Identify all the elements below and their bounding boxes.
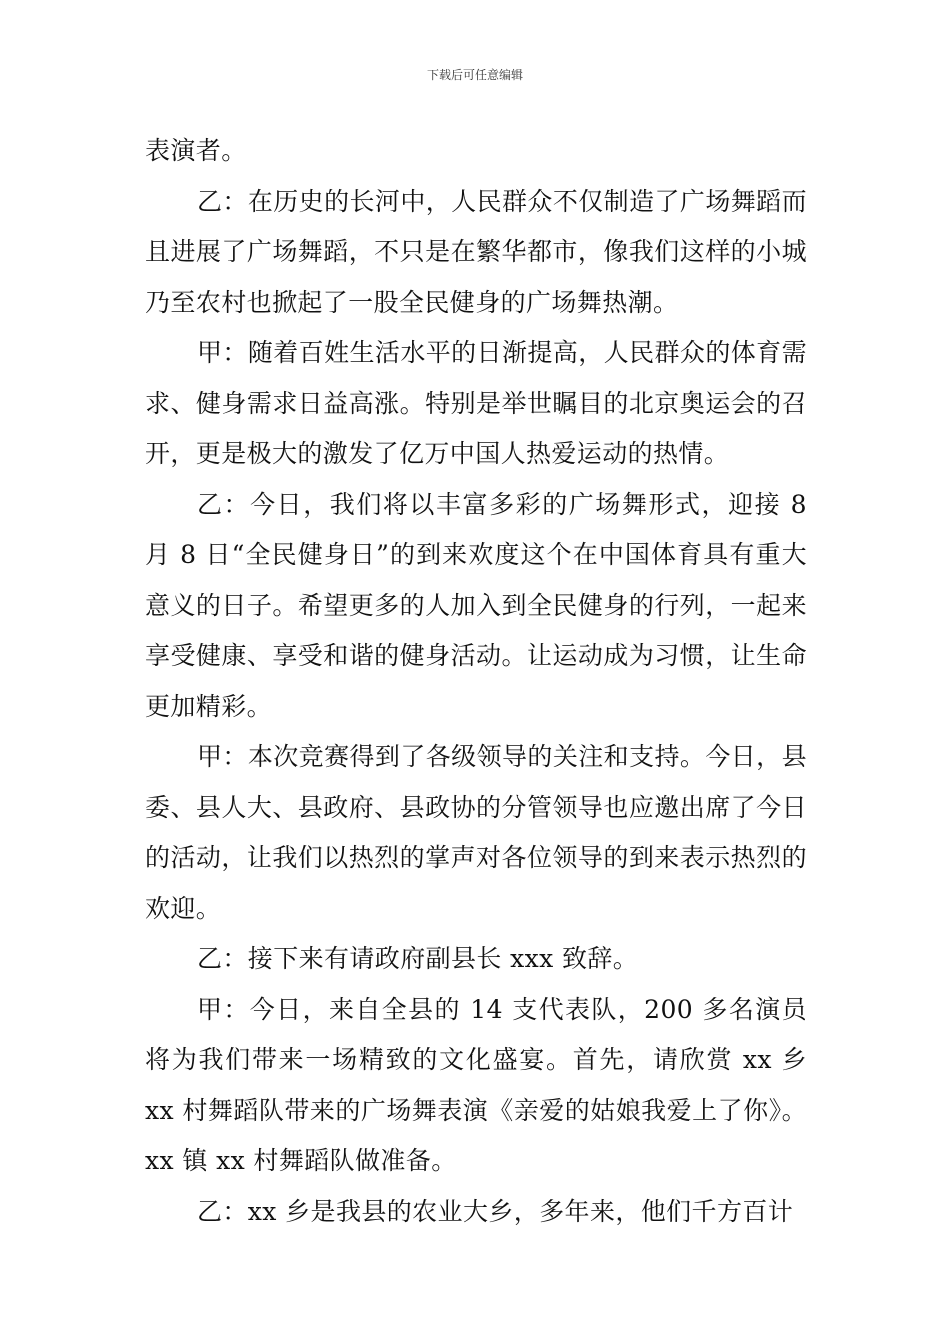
paragraph: 甲：本次竞赛得到了各级领导的关注和支持。今日，县委、县人大、县政府、县政协的分管领导也应邀出席了今日的活动，让我们以热烈的掌声对各位领导的到来表示热烈的欢迎。 [145, 742, 807, 923]
paragraph: 表演者。 [145, 136, 247, 165]
paragraph: 乙：今日，我们将以丰富多彩的广场舞形式，迎接 8 月 8 日“全民健身日”的到来欢度这个在中国体育具有重大意义的日子。希望更多的人加入到全民健身的行列，一起来享受健康、享受和谐的健身活动。让运动成为习惯，让生命更加精彩。 [145, 489, 807, 721]
paragraph: 甲：今日，来自全县的 14 支代表队，200 多名演员将为我们带来一场精致的文化盛宴。首先，请欣赏 xx 乡 xx 村舞蹈队带来的广场舞表演《亲爱的姑娘我爱上了你》。xx 镇 xx 村舞蹈队做准备。 [145, 994, 807, 1175]
paragraph: 甲：随着百姓生活水平的日渐提高，人民群众的体育需求、健身需求日益高涨。特别是举世瞩目的北京奥运会的召开，更是极大的激发了亿万中国人热爱运动的热情。 [145, 338, 807, 468]
paragraph: 乙：在历史的长河中，人民群众不仅制造了广场舞蹈而且进展了广场舞蹈，不只是在繁华都市，像我们这样的小城乃至农村也掀起了一股全民健身的广场舞热潮。 [145, 186, 807, 317]
document-body [145, 126, 807, 1237]
paragraph: 乙：接下来有请政府副县长 xxx 致辞。 [197, 944, 639, 973]
paragraph: 乙：xx 乡是我县的农业大乡，多年来，他们千方百计 [197, 1196, 794, 1226]
page-header: 下载后可任意编辑 [426, 68, 523, 82]
